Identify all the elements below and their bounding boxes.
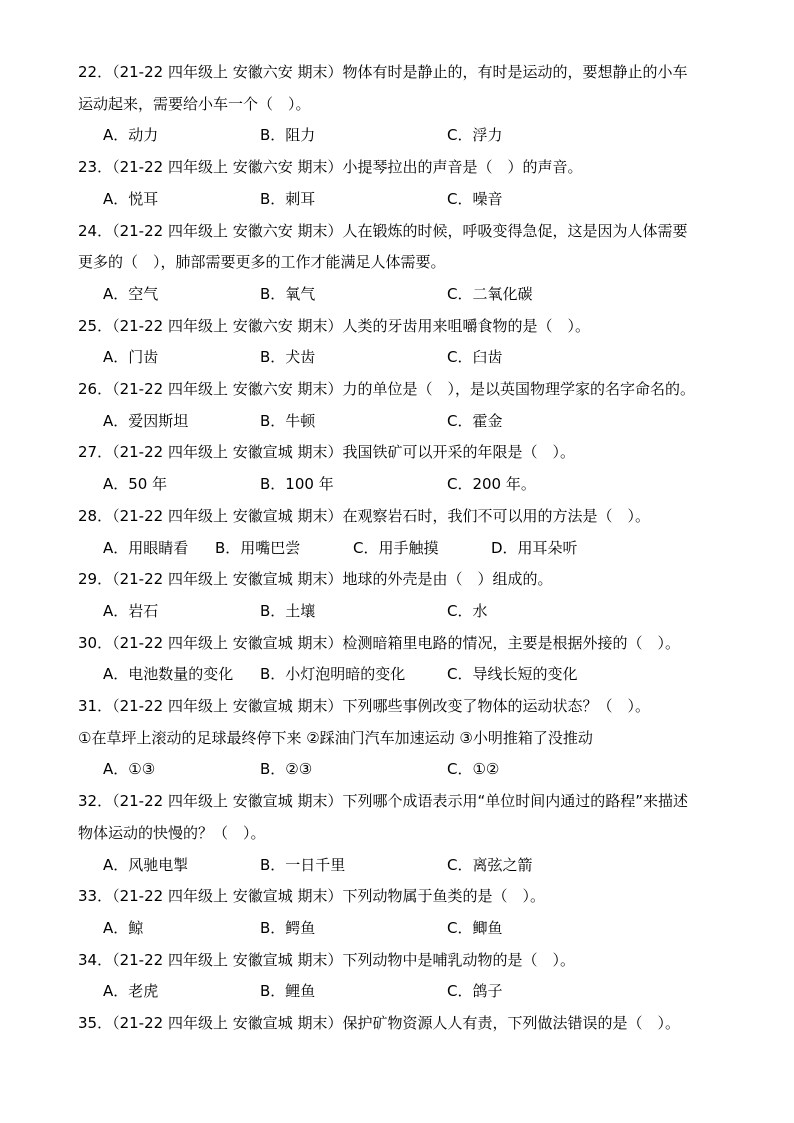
option-c[interactable]: C．用手触摸: [353, 538, 439, 557]
question-stem: 28．（21-22 四年级上 安徽宣城 期末）在观察岩石时，我们不可以用的方法是（ ）。: [78, 506, 650, 525]
question-stem: 25．（21-22 四年级上 安徽六安 期末）人类的牙齿用来咀嚼食物的是（ ）。: [78, 316, 590, 335]
question-stem: 23．（21-22 四年级上 安徽六安 期末）小提琴拉出的声音是（ ）的声音。: [78, 158, 583, 177]
question-stem: 22．（21-22 四年级上 安徽六安 期末）物体有时是静止的，有时是运动的，要想静止的小车: [78, 63, 688, 81]
option-c[interactable]: C．①②: [447, 760, 500, 779]
question-stem-continued: 运动起来，需要给小车一个（ ）。: [78, 94, 311, 113]
option-b[interactable]: B．②③: [260, 760, 313, 779]
question-stem-continued: 物体运动的快慢的？（ ）。: [78, 823, 266, 842]
option-c[interactable]: C．臼齿: [447, 348, 503, 367]
question-stem: 30．（21-22 四年级上 安徽宣城 期末）检测暗箱里电路的情况，主要是根据外接的（ ）。: [78, 633, 680, 652]
option-c[interactable]: C．噪音: [447, 189, 503, 208]
option-a[interactable]: A．门齿: [103, 348, 159, 367]
option-c[interactable]: C．二氧化碳: [447, 284, 533, 303]
option-c[interactable]: C．鸽子: [447, 982, 503, 1001]
option-a[interactable]: A．动力: [103, 126, 159, 145]
question-stem: 26．（21-22 四年级上 安徽六安 期末）力的单位是（ ），是以英国物理学家的名字命名的。: [78, 380, 695, 398]
option-c[interactable]: C．导线长短的变化: [447, 665, 578, 684]
option-a[interactable]: A．空气: [103, 284, 159, 303]
option-b[interactable]: B．牛顿: [260, 411, 316, 430]
option-a[interactable]: A．老虎: [103, 982, 159, 1001]
option-c[interactable]: C．水: [447, 601, 488, 620]
option-a[interactable]: A．鲸: [103, 918, 144, 937]
option-a[interactable]: A．用眼睛看: [103, 538, 189, 557]
option-a[interactable]: A．爱因斯坦: [103, 411, 189, 430]
question-stem: 34．（21-22 四年级上 安徽宣城 期末）下列动物中是哺乳动物的是（ ）。: [78, 950, 575, 969]
question-stem-continued: 更多的（ ），肺部需要更多的工作才能满足人体需要。: [78, 253, 446, 272]
option-c[interactable]: C．鲫鱼: [447, 918, 503, 937]
question-stem: 31．（21-22 四年级上 安徽宣城 期末）下列哪些事例改变了物体的运动状态？（ ）。: [78, 697, 650, 715]
option-b[interactable]: B．阻力: [260, 126, 316, 145]
option-a[interactable]: A．岩石: [103, 601, 159, 620]
option-c[interactable]: C．浮力: [447, 126, 503, 145]
question-stem: 29．（21-22 四年级上 安徽宣城 期末）地球的外壳是由（ ）组成的。: [78, 570, 553, 589]
option-a[interactable]: A．悦耳: [103, 189, 159, 208]
option-b[interactable]: B．刺耳: [260, 189, 316, 208]
option-d[interactable]: D．用耳朵听: [491, 538, 578, 557]
option-c[interactable]: C．离弦之箭: [447, 855, 533, 874]
question-stem-continued: ①在草坪上滚动的足球最终停下来 ②踩油门汽车加速运动 ③小明推箱了没推动: [78, 728, 593, 747]
option-c[interactable]: C．200 年。: [447, 475, 536, 494]
question-stem: 35．（21-22 四年级上 安徽宣城 期末）保护矿物资源人人有责，下列做法错误的是（ ）。: [78, 1014, 680, 1032]
question-stem: 27．（21-22 四年级上 安徽宣城 期末）我国铁矿可以开采的年限是（ ）。: [78, 443, 575, 462]
option-b[interactable]: B．一日千里: [260, 855, 346, 874]
option-b[interactable]: B．鳄鱼: [260, 918, 316, 937]
option-b[interactable]: B．小灯泡明暗的变化: [260, 665, 406, 684]
option-b[interactable]: B．氧气: [260, 284, 316, 303]
option-b[interactable]: B．用嘴巴尝: [215, 538, 301, 557]
option-b[interactable]: B．鲤鱼: [260, 982, 316, 1001]
option-a[interactable]: A．①③: [103, 760, 156, 779]
option-b[interactable]: B．土壤: [260, 601, 316, 620]
option-b[interactable]: B．100 年: [260, 475, 334, 494]
option-a[interactable]: A．风驰电掣: [103, 855, 189, 874]
option-a[interactable]: A．50 年: [103, 475, 168, 494]
question-stem: 33．（21-22 四年级上 安徽宣城 期末）下列动物属于鱼类的是（ ）。: [78, 887, 545, 906]
option-c[interactable]: C．霍金: [447, 411, 503, 430]
option-a[interactable]: A．电池数量的变化: [103, 665, 234, 684]
question-stem: 24．（21-22 四年级上 安徽六安 期末）人在锻炼的时候，呼吸变得急促，这是因为人体需要: [78, 221, 688, 240]
option-b[interactable]: B．犬齿: [260, 348, 316, 367]
question-stem: 32．（21-22 四年级上 安徽宣城 期末）下列哪个成语表示用“单位时间内通过的路程”来描述: [78, 792, 689, 811]
